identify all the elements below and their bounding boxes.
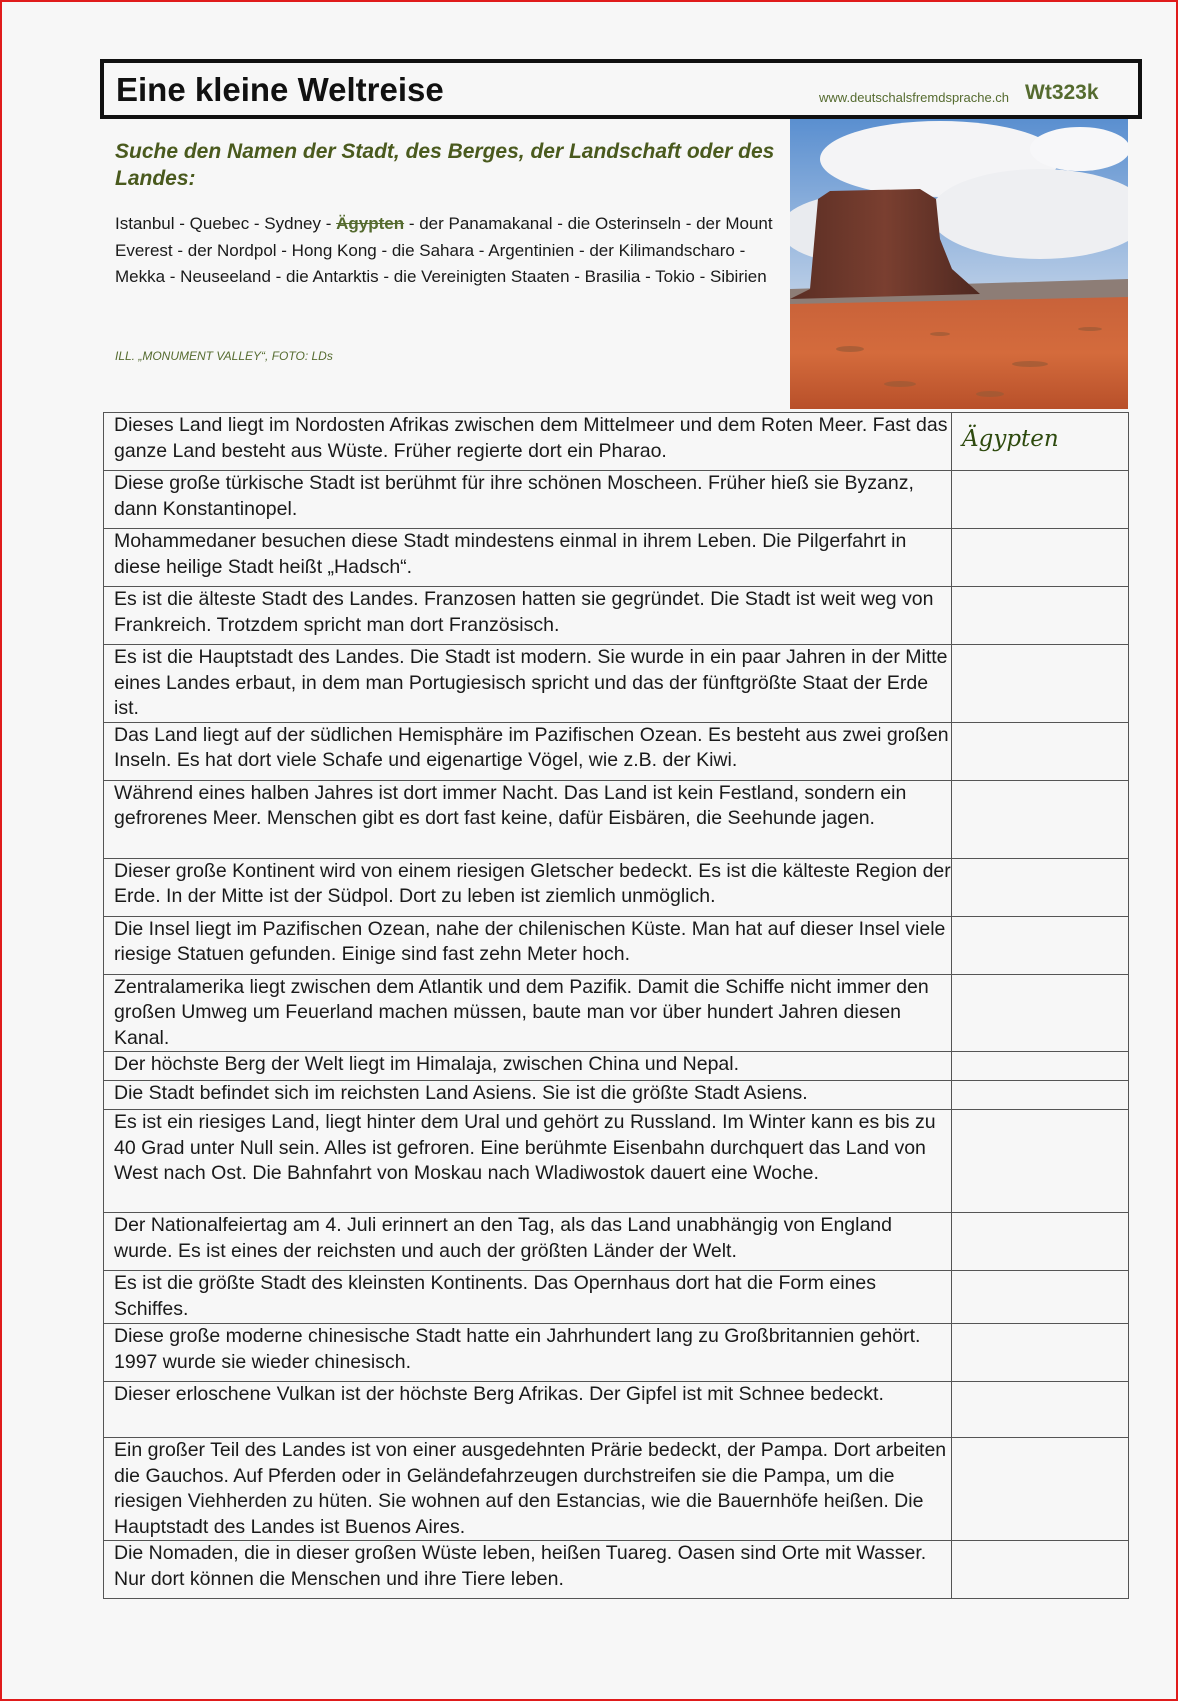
answer-text	[962, 1081, 1128, 1095]
answer-cell[interactable]	[952, 858, 1129, 916]
table-row	[104, 587, 1129, 645]
answer-cell[interactable]	[952, 1081, 1129, 1110]
answer-text	[962, 781, 1128, 795]
answer-text	[962, 587, 1128, 601]
page-title: Eine kleine Weltreise	[116, 71, 444, 108]
answer-text	[962, 1382, 1128, 1396]
clue-cell: Ein großer Teil des Landes ist von einer ausgedehnten Prärie bedeckt, der Pampa. Dort arbeiten die Gauchos. Auf Pferden oder in Geländefahrzeugen durchstreifen sie die Pampa, um die riesigen Viehherden zu hüten. Sie wohnen auf den Estancias, wie die Bauernhöfe heißen. Die Hauptstadt des Landes ist Buenos Aires.	[104, 1438, 952, 1541]
answer-cell[interactable]	[952, 1271, 1129, 1324]
answer-text	[962, 1271, 1128, 1285]
answer-cell[interactable]	[952, 1213, 1129, 1271]
worksheet-code: Wt323k	[1025, 81, 1099, 104]
word-list	[115, 211, 785, 291]
clue-cell: Die Stadt befindet sich im reichsten Land Asiens. Sie ist die größte Stadt Asiens.	[104, 1081, 952, 1110]
clue-cell: Dieser erloschene Vulkan ist der höchste Berg Afrikas. Der Gipfel ist mit Schnee bedeckt.	[104, 1382, 952, 1438]
clue-cell: Diese große moderne chinesische Stadt hatte ein Jahrhundert lang zu Großbritannien gehört. 1997 wurde sie wieder chinesisch.	[104, 1324, 952, 1382]
table-row	[104, 722, 1129, 780]
clue-cell: Der höchste Berg der Welt liegt im Himalaja, zwischen China und Nepal.	[104, 1052, 952, 1081]
answer-cell[interactable]	[952, 780, 1129, 858]
answer-text	[962, 1110, 1128, 1124]
table-row	[104, 1324, 1129, 1382]
instruction-text: Suche den Namen der Stadt, des Berges, der Landschaft oder des Landes:	[115, 140, 775, 190]
answer-text	[962, 471, 1128, 485]
clue-cell: Die Nomaden, die in dieser großen Wüste leben, heißen Tuareg. Oasen sind Orte mit Wasser. Nur dort können die Menschen und ihre Tiere leben.	[104, 1541, 952, 1599]
answer-cell[interactable]	[952, 916, 1129, 974]
answer-cell[interactable]	[952, 529, 1129, 587]
answer-cell[interactable]	[952, 974, 1129, 1052]
table-row	[104, 1213, 1129, 1271]
clue-cell: Zentralamerika liegt zwischen dem Atlantik und dem Pazifik. Damit die Schiffe nicht immer den großen Umweg um Feuerland machen müssen, baute man vor über hundert Jahren diesen Kanal.	[104, 974, 952, 1052]
riddle-table	[103, 412, 1129, 1599]
photo-credit: ILL. „MONUMENT VALLEY“, FOTO: LDs	[115, 349, 333, 363]
answer-text	[962, 723, 1128, 737]
table-row	[104, 1438, 1129, 1541]
clue-cell: Es ist die Hauptstadt des Landes. Die Stadt ist modern. Sie wurde in ein paar Jahren in der Mitte eines Landes erbaut, in dem man Portugiesisch spricht und das der fünftgrößte Staat der Erde ist.	[104, 645, 952, 723]
table-row	[104, 858, 1129, 916]
answer-cell[interactable]	[952, 1052, 1129, 1081]
answer-text	[962, 1324, 1128, 1338]
clue-cell: Diese große türkische Stadt ist berühmt für ihre schönen Moscheen. Früher hieß sie Byzanz, dann Konstantinopel.	[104, 471, 952, 529]
website-label: www.deutschalsfremdsprache.ch	[819, 90, 1010, 105]
answer-cell[interactable]	[952, 471, 1129, 529]
answer-text	[962, 859, 1128, 873]
answer-text	[962, 1052, 1128, 1066]
table-row	[104, 645, 1129, 723]
answer-text	[962, 1213, 1128, 1227]
answer-cell[interactable]	[952, 1324, 1129, 1382]
answer-text	[962, 917, 1128, 931]
table-row	[104, 413, 1129, 471]
answer-text	[962, 1541, 1128, 1555]
clue-cell: Das Land liegt auf der südlichen Hemisphäre im Pazifischen Ozean. Es besteht aus zwei großen Inseln. Es hat dort viele Schafe und eigenartige Vögel, wie z.B. der Kiwi.	[104, 722, 952, 780]
answer-text	[962, 1438, 1128, 1452]
word-list-start: Istanbul - Quebec - Sydney -	[115, 214, 337, 233]
table-row	[104, 1541, 1129, 1599]
table-row	[104, 1110, 1129, 1213]
clue-cell: Es ist die älteste Stadt des Landes. Franzosen hatten sie gegründet. Die Stadt ist weit weg von Frankreich. Trotzdem spricht man dort Französisch.	[104, 587, 952, 645]
word-list-rest: - der Panamakanal - die Osterinseln - der Mount Everest - der Nordpol - Hong Kong - die Sahara - Argentinien - der Kilimandscharo - Mekka - Neuseeland - die Antarktis - die Vereinigten Staaten - Brasilia - Tokio - Sibirien	[115, 214, 773, 286]
answer-cell[interactable]	[952, 1382, 1129, 1438]
answer-cell[interactable]	[952, 1541, 1129, 1599]
table-row	[104, 974, 1129, 1052]
answer-cell[interactable]	[952, 587, 1129, 645]
clue-cell: Während eines halben Jahres ist dort immer Nacht. Das Land ist kein Festland, sondern ein gefrorenes Meer. Menschen gibt es dort fast keine, dafür Eisbären, die Seehunde jagen.	[104, 780, 952, 858]
answer-cell[interactable]	[952, 722, 1129, 780]
clue-cell: Die Insel liegt im Pazifischen Ozean, nahe der chilenischen Küste. Man hat auf dieser Insel viele riesige Statuen gefunden. Einige sind fast zehn Meter hoch.	[104, 916, 952, 974]
answer-cell[interactable]	[952, 645, 1129, 723]
clue-cell: Der Nationalfeiertag am 4. Juli erinnert an den Tag, als das Land unabhängig von England wurde. Es ist eines der reichsten und auch der größten Länder der Welt.	[104, 1213, 952, 1271]
clue-cell: Mohammedaner besuchen diese Stadt mindestens einmal in ihrem Leben. Die Pilgerfahrt in diese heilige Stadt heißt „Hadsch“.	[104, 529, 952, 587]
table-row	[104, 780, 1129, 858]
table-row	[104, 916, 1129, 974]
table-row	[104, 1081, 1129, 1110]
header-box	[100, 59, 1142, 119]
clue-cell: Es ist die größte Stadt des kleinsten Kontinents. Das Opernhaus dort hat die Form eines Schiffes.	[104, 1271, 952, 1324]
clue-cell: Es ist ein riesiges Land, liegt hinter dem Ural und gehört zu Russland. Im Winter kann es bis zu 40 Grad unter Null sein. Alles ist gefroren. Eine berühmte Eisenbahn durchquert das Land von West nach Ost. Die Bahnfahrt von Moskau nach Wladiwostok dauert eine Woche.	[104, 1110, 952, 1213]
table-row	[104, 1382, 1129, 1438]
answer-text	[962, 975, 1128, 989]
word-list-struck-word: Ägypten	[336, 214, 405, 233]
answer-cell[interactable]	[952, 1110, 1129, 1213]
table-row	[104, 471, 1129, 529]
answer-cell[interactable]	[952, 1438, 1129, 1541]
answer-text: Ägypten	[962, 426, 1059, 452]
answer-text	[962, 645, 1128, 659]
table-row	[104, 1052, 1129, 1081]
answer-text	[962, 529, 1128, 543]
clue-cell: Dieser große Kontinent wird von einem riesigen Gletscher bedeckt. Es ist die kälteste Region der Erde. In der Mitte ist der Südpol. Dort zu leben ist ziemlich unmöglich.	[104, 858, 952, 916]
table-row	[104, 1271, 1129, 1324]
answer-cell[interactable]	[952, 413, 1129, 471]
monument-valley-photo	[790, 119, 1128, 409]
table-row	[104, 529, 1129, 587]
clue-cell: Dieses Land liegt im Nordosten Afrikas zwischen dem Mittelmeer und dem Roten Meer. Fast das ganze Land besteht aus Wüste. Früher regierte dort ein Pharao.	[104, 413, 952, 471]
